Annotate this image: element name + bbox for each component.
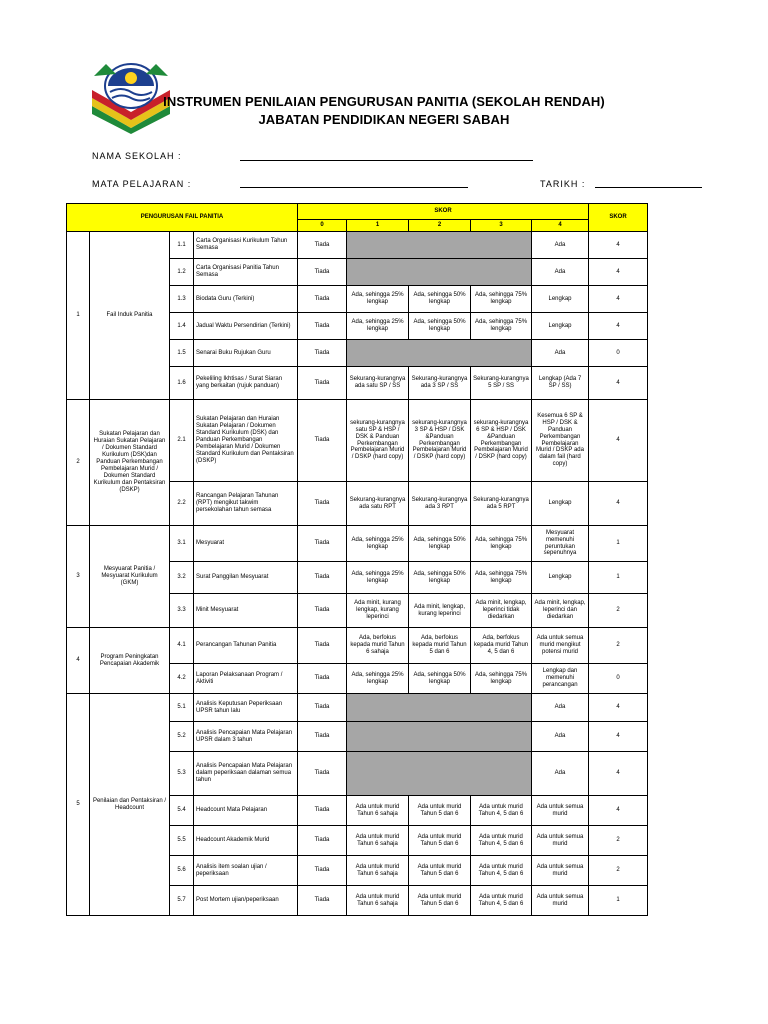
score-value[interactable]: 4 (589, 367, 648, 400)
item-code: 1.4 (170, 313, 194, 340)
item-code: 1.3 (170, 286, 194, 313)
section-name: Fail Induk Panitia (90, 232, 170, 400)
skor-4-criteria: Kesemua 6 SP & HSP / DSK & Panduan Perkembangan Pembelajaran Murid / DSKP ada dalam fail (hard copy) (532, 400, 589, 482)
skor-3-criteria: Ada, sehingga 75% lengkap (471, 286, 532, 313)
skor-0-criteria: Tiada (298, 856, 347, 886)
item-label: Rancangan Pelajaran Tahunan (RPT) mengikut takwim persekolahan tahun semasa (194, 482, 298, 526)
score-value[interactable]: 2 (589, 826, 648, 856)
skor-col-0: 0 (298, 220, 347, 232)
skor-0-criteria: Tiada (298, 562, 347, 594)
skor-1-criteria: Ada, sehingga 25% lengkap (347, 664, 409, 694)
score-value[interactable]: 4 (589, 796, 648, 826)
table-row (67, 694, 648, 722)
skor-3-criteria: Ada untuk murid Tahun 4, 5 dan 6 (471, 826, 532, 856)
skor-col-4: 4 (532, 220, 589, 232)
skor-1-criteria: Ada, sehingga 25% lengkap (347, 526, 409, 562)
item-label: Analisis Pencapaian Mata Pelajaran UPSR dalam 3 tahun (194, 722, 298, 752)
skor-4-criteria: Mesyuarat memenuhi peruntukan sepenuhnya (532, 526, 589, 562)
header-row-1 (67, 204, 648, 220)
item-code: 1.2 (170, 259, 194, 286)
skor-2-criteria: Ada, sehingga 50% lengkap (409, 286, 471, 313)
skor-4-criteria: Lengkap dan memenuhi perancangan (532, 664, 589, 694)
table-row (67, 526, 648, 562)
item-label: Analisis Keputusan Peperiksaan UPSR tahun lalu (194, 694, 298, 722)
item-code: 5.5 (170, 826, 194, 856)
skor-2-criteria: Ada untuk murid Tahun 5 dan 6 (409, 826, 471, 856)
item-label: Minit Mesyuarat (194, 594, 298, 628)
skor-1-criteria: Ada untuk murid Tahun 6 sahaja (347, 886, 409, 916)
score-value[interactable]: 4 (589, 482, 648, 526)
skor-4-criteria: Lengkap (532, 286, 589, 313)
score-value[interactable]: 4 (589, 722, 648, 752)
item-code: 5.7 (170, 886, 194, 916)
skor-4-criteria: Ada minit, lengkap, leperinci dan diedarkan (532, 594, 589, 628)
item-code: 1.1 (170, 232, 194, 259)
skor-1-criteria: Ada, sehingga 25% lengkap (347, 562, 409, 594)
item-label: Analisis Pencapaian Mata Pelajaran dalam peperiksaan dalaman semua tahun (194, 752, 298, 796)
skor-4-criteria: Ada (532, 752, 589, 796)
skor-3-criteria: Ada untuk murid Tahun 4, 5 dan 6 (471, 796, 532, 826)
nama-sekolah-field[interactable] (240, 160, 533, 161)
assessment-table (66, 203, 648, 916)
section-number: 2 (67, 400, 90, 526)
skor-col-1: 1 (347, 220, 409, 232)
skor-2-criteria: Sekurang-kurangnya ada 3 SP / SS (409, 367, 471, 400)
skor-4-criteria: Ada untuk semua murid (532, 856, 589, 886)
skor-2-criteria: Ada minit, lengkap, kurang leperinci (409, 594, 471, 628)
mata-pelajaran-field[interactable] (240, 187, 468, 188)
not-applicable-cell (347, 232, 532, 259)
score-value[interactable]: 4 (589, 313, 648, 340)
section-name: Sukatan Pelajaran dan Huraian Sukatan Pelajaran / Dokumen Standard Kurikulum (DSK)dan Panduan Perkembangan Pembelajaran Murid / Dokumen Standard Kurikulum dan Pentaksiran (DSKP) (90, 400, 170, 526)
skor-1-criteria: Ada untuk murid Tahun 6 sahaja (347, 856, 409, 886)
skor-col-2: 2 (409, 220, 471, 232)
skor-0-criteria: Tiada (298, 796, 347, 826)
skor-0-criteria: Tiada (298, 594, 347, 628)
score-value[interactable]: 1 (589, 562, 648, 594)
skor-0-criteria: Tiada (298, 400, 347, 482)
item-label: Carta Organisasi Kurikulum Tahun Semasa (194, 232, 298, 259)
skor-1-criteria: Sekurang-kurangnya ada satu RPT (347, 482, 409, 526)
skor-0-criteria: Tiada (298, 340, 347, 367)
item-code: 3.2 (170, 562, 194, 594)
not-applicable-cell (347, 259, 532, 286)
skor-0-criteria: Tiada (298, 482, 347, 526)
skor-col-3: 3 (471, 220, 532, 232)
skor-3-criteria: Ada, sehingga 75% lengkap (471, 664, 532, 694)
skor-3-criteria: Ada untuk murid Tahun 4, 5 dan 6 (471, 886, 532, 916)
item-code: 1.5 (170, 340, 194, 367)
item-label: Analisis item soalan ujian / peperiksaan (194, 856, 298, 886)
skor-3-criteria: Ada, sehingga 75% lengkap (471, 313, 532, 340)
skor-4-criteria: Lengkap (532, 313, 589, 340)
section-number: 3 (67, 526, 90, 628)
skor-0-criteria: Tiada (298, 367, 347, 400)
score-value[interactable]: 4 (589, 752, 648, 796)
tarikh-label: TARIKH : (540, 179, 586, 189)
table-row (67, 400, 648, 482)
skor-3-criteria: Ada, berfokus kepada murid Tahun 4, 5 dan 6 (471, 628, 532, 664)
skor-4-criteria: Lengkap (532, 482, 589, 526)
skor-4-criteria: Ada untuk semua murid mengikut potensi murid (532, 628, 589, 664)
skor-2-criteria: Ada, sehingga 50% lengkap (409, 664, 471, 694)
item-label: Biodata Guru (Terkini) (194, 286, 298, 313)
skor-2-criteria: Ada, sehingga 50% lengkap (409, 562, 471, 594)
skor-group-header: SKOR (298, 204, 589, 220)
mata-pelajaran-label: MATA PELAJARAN : (92, 179, 192, 189)
skor-4-criteria: Lengkap (Ada 7 SP / SS) (532, 367, 589, 400)
skor-4-criteria: Ada (532, 694, 589, 722)
item-label: Headcount Mata Pelajaran (194, 796, 298, 826)
skor-4-criteria: Ada untuk semua murid (532, 796, 589, 826)
item-code: 5.2 (170, 722, 194, 752)
item-label: Surat Panggilan Mesyuarat (194, 562, 298, 594)
skor-total-header: SKOR (589, 204, 648, 232)
document-subtitle: JABATAN PENDIDIKAN NEGERI SABAH (258, 112, 510, 127)
skor-0-criteria: Tiada (298, 722, 347, 752)
skor-4-criteria: Ada untuk semua murid (532, 886, 589, 916)
item-label: Laporan Pelaksanaan Program / Aktiviti (194, 664, 298, 694)
document-title: INSTRUMEN PENILAIAN PENGURUSAN PANITIA (SEKOLAH RENDAH) (163, 94, 605, 109)
skor-2-criteria: Sekurang-kurangnya ada 3 RPT (409, 482, 471, 526)
skor-3-criteria: sekurang-kurangnya 6 SP & HSP / DSK &Panduan Perkembangan Pembelajaran Murid / DSKP (hard copy) (471, 400, 532, 482)
skor-2-criteria: Ada, sehingga 50% lengkap (409, 526, 471, 562)
skor-4-criteria: Ada (532, 259, 589, 286)
section-name: Penilaian dan Pentaksiran / Headcount (90, 694, 170, 916)
not-applicable-cell (347, 694, 532, 722)
item-label: Perancangan Tahunan Panitia (194, 628, 298, 664)
skor-1-criteria: Ada minit, kurang lengkap, kurang leperinci (347, 594, 409, 628)
item-label: Jadual Waktu Persendirian (Terkini) (194, 313, 298, 340)
skor-0-criteria: Tiada (298, 259, 347, 286)
item-label: Senarai Buku Rujukan Guru (194, 340, 298, 367)
skor-1-criteria: sekurang-kurangnya satu SP & HSP / DSK & Panduan Perkembangan Pembelajaran Murid / DSKP (hard copy) (347, 400, 409, 482)
table-row (67, 628, 648, 664)
skor-1-criteria: Ada, sehingga 25% lengkap (347, 313, 409, 340)
item-code: 5.6 (170, 856, 194, 886)
skor-3-criteria: Ada, sehingga 75% lengkap (471, 526, 532, 562)
item-label: Post Mortem ujian/peperiksaan (194, 886, 298, 916)
score-value[interactable]: 0 (589, 664, 648, 694)
item-label: Sukatan Pelajaran dan Huraian Sukatan Pelajaran / Dokumen Standard Kurikulum (DSK) dan Panduan Perkembangan Pembelajaran Murid / Dokumen Standard Kurikulum dan Pentaksiran (DSKP) (194, 400, 298, 482)
item-code: 3.3 (170, 594, 194, 628)
skor-0-criteria: Tiada (298, 826, 347, 856)
table-row (67, 232, 648, 259)
item-label: Carta Organisasi Panitia Tahun Semasa (194, 259, 298, 286)
not-applicable-cell (347, 722, 532, 752)
score-value[interactable]: 2 (589, 628, 648, 664)
skor-3-criteria: Ada, sehingga 75% lengkap (471, 562, 532, 594)
skor-4-criteria: Ada (532, 340, 589, 367)
skor-0-criteria: Tiada (298, 628, 347, 664)
score-value[interactable]: 4 (589, 259, 648, 286)
skor-1-criteria: Ada, sehingga 25% lengkap (347, 286, 409, 313)
skor-0-criteria: Tiada (298, 886, 347, 916)
skor-2-criteria: sekurang-kurangnya 3 SP & HSP / DSK &Panduan Perkembangan Pembelajaran Murid / DSKP (hard copy) (409, 400, 471, 482)
score-value[interactable]: 1 (589, 886, 648, 916)
skor-0-criteria: Tiada (298, 694, 347, 722)
item-code: 5.1 (170, 694, 194, 722)
main-header: PENGURUSAN FAIL PANITIA (67, 204, 298, 232)
skor-2-criteria: Ada untuk murid Tahun 5 dan 6 (409, 796, 471, 826)
nama-sekolah-label: NAMA SEKOLAH : (92, 151, 182, 161)
item-label: Headcount Akademik Murid (194, 826, 298, 856)
item-label: Mesyuarat (194, 526, 298, 562)
skor-0-criteria: Tiada (298, 752, 347, 796)
section-number: 5 (67, 694, 90, 916)
skor-0-criteria: Tiada (298, 313, 347, 340)
skor-3-criteria: Ada untuk murid Tahun 4, 5 dan 6 (471, 856, 532, 886)
score-value[interactable]: 0 (589, 340, 648, 367)
skor-2-criteria: Ada, berfokus kepada murid Tahun 5 dan 6 (409, 628, 471, 664)
section-number: 4 (67, 628, 90, 694)
score-value[interactable]: 2 (589, 594, 648, 628)
skor-3-criteria: Sekurang-kurangnya 5 SP / SS (471, 367, 532, 400)
item-code: 5.3 (170, 752, 194, 796)
tarikh-field[interactable] (595, 187, 702, 188)
skor-2-criteria: Ada untuk murid Tahun 5 dan 6 (409, 856, 471, 886)
skor-4-criteria: Lengkap (532, 562, 589, 594)
item-code: 4.1 (170, 628, 194, 664)
not-applicable-cell (347, 340, 532, 367)
skor-4-criteria: Ada (532, 232, 589, 259)
section-name: Mesyuarat Panitia / Mesyuarat Kurikulum (GKM) (90, 526, 170, 628)
item-code: 5.4 (170, 796, 194, 826)
score-value[interactable]: 4 (589, 400, 648, 482)
item-code: 4.2 (170, 664, 194, 694)
skor-0-criteria: Tiada (298, 232, 347, 259)
skor-1-criteria: Ada, berfokus kepada murid Tahun 6 sahaja (347, 628, 409, 664)
skor-4-criteria: Ada untuk semua murid (532, 826, 589, 856)
skor-2-criteria: Ada, sehingga 50% lengkap (409, 313, 471, 340)
score-value[interactable]: 4 (589, 694, 648, 722)
section-name: Program Peningkatan Pencapaian Akademik (90, 628, 170, 694)
skor-1-criteria: Ada untuk murid Tahun 6 sahaja (347, 796, 409, 826)
skor-3-criteria: Sekurang-kurangnya ada 5 RPT (471, 482, 532, 526)
score-value[interactable]: 2 (589, 856, 648, 886)
score-value[interactable]: 4 (589, 232, 648, 259)
item-code: 2.2 (170, 482, 194, 526)
skor-1-criteria: Ada untuk murid Tahun 6 sahaja (347, 826, 409, 856)
skor-2-criteria: Ada untuk murid Tahun 5 dan 6 (409, 886, 471, 916)
score-value[interactable]: 4 (589, 286, 648, 313)
skor-4-criteria: Ada (532, 722, 589, 752)
skor-0-criteria: Tiada (298, 664, 347, 694)
score-value[interactable]: 1 (589, 526, 648, 562)
item-code: 3.1 (170, 526, 194, 562)
not-applicable-cell (347, 752, 532, 796)
item-code: 1.6 (170, 367, 194, 400)
skor-3-criteria: Ada minit, lengkap, leperinci tidak diedarkan (471, 594, 532, 628)
section-number: 1 (67, 232, 90, 400)
item-label: Pekeliling Ikhtisas / Surat Siaran yang berkaitan (rujuk panduan) (194, 367, 298, 400)
item-code: 2.1 (170, 400, 194, 482)
skor-0-criteria: Tiada (298, 286, 347, 313)
skor-1-criteria: Sekurang-kurangnya ada satu SP / SS (347, 367, 409, 400)
skor-0-criteria: Tiada (298, 526, 347, 562)
